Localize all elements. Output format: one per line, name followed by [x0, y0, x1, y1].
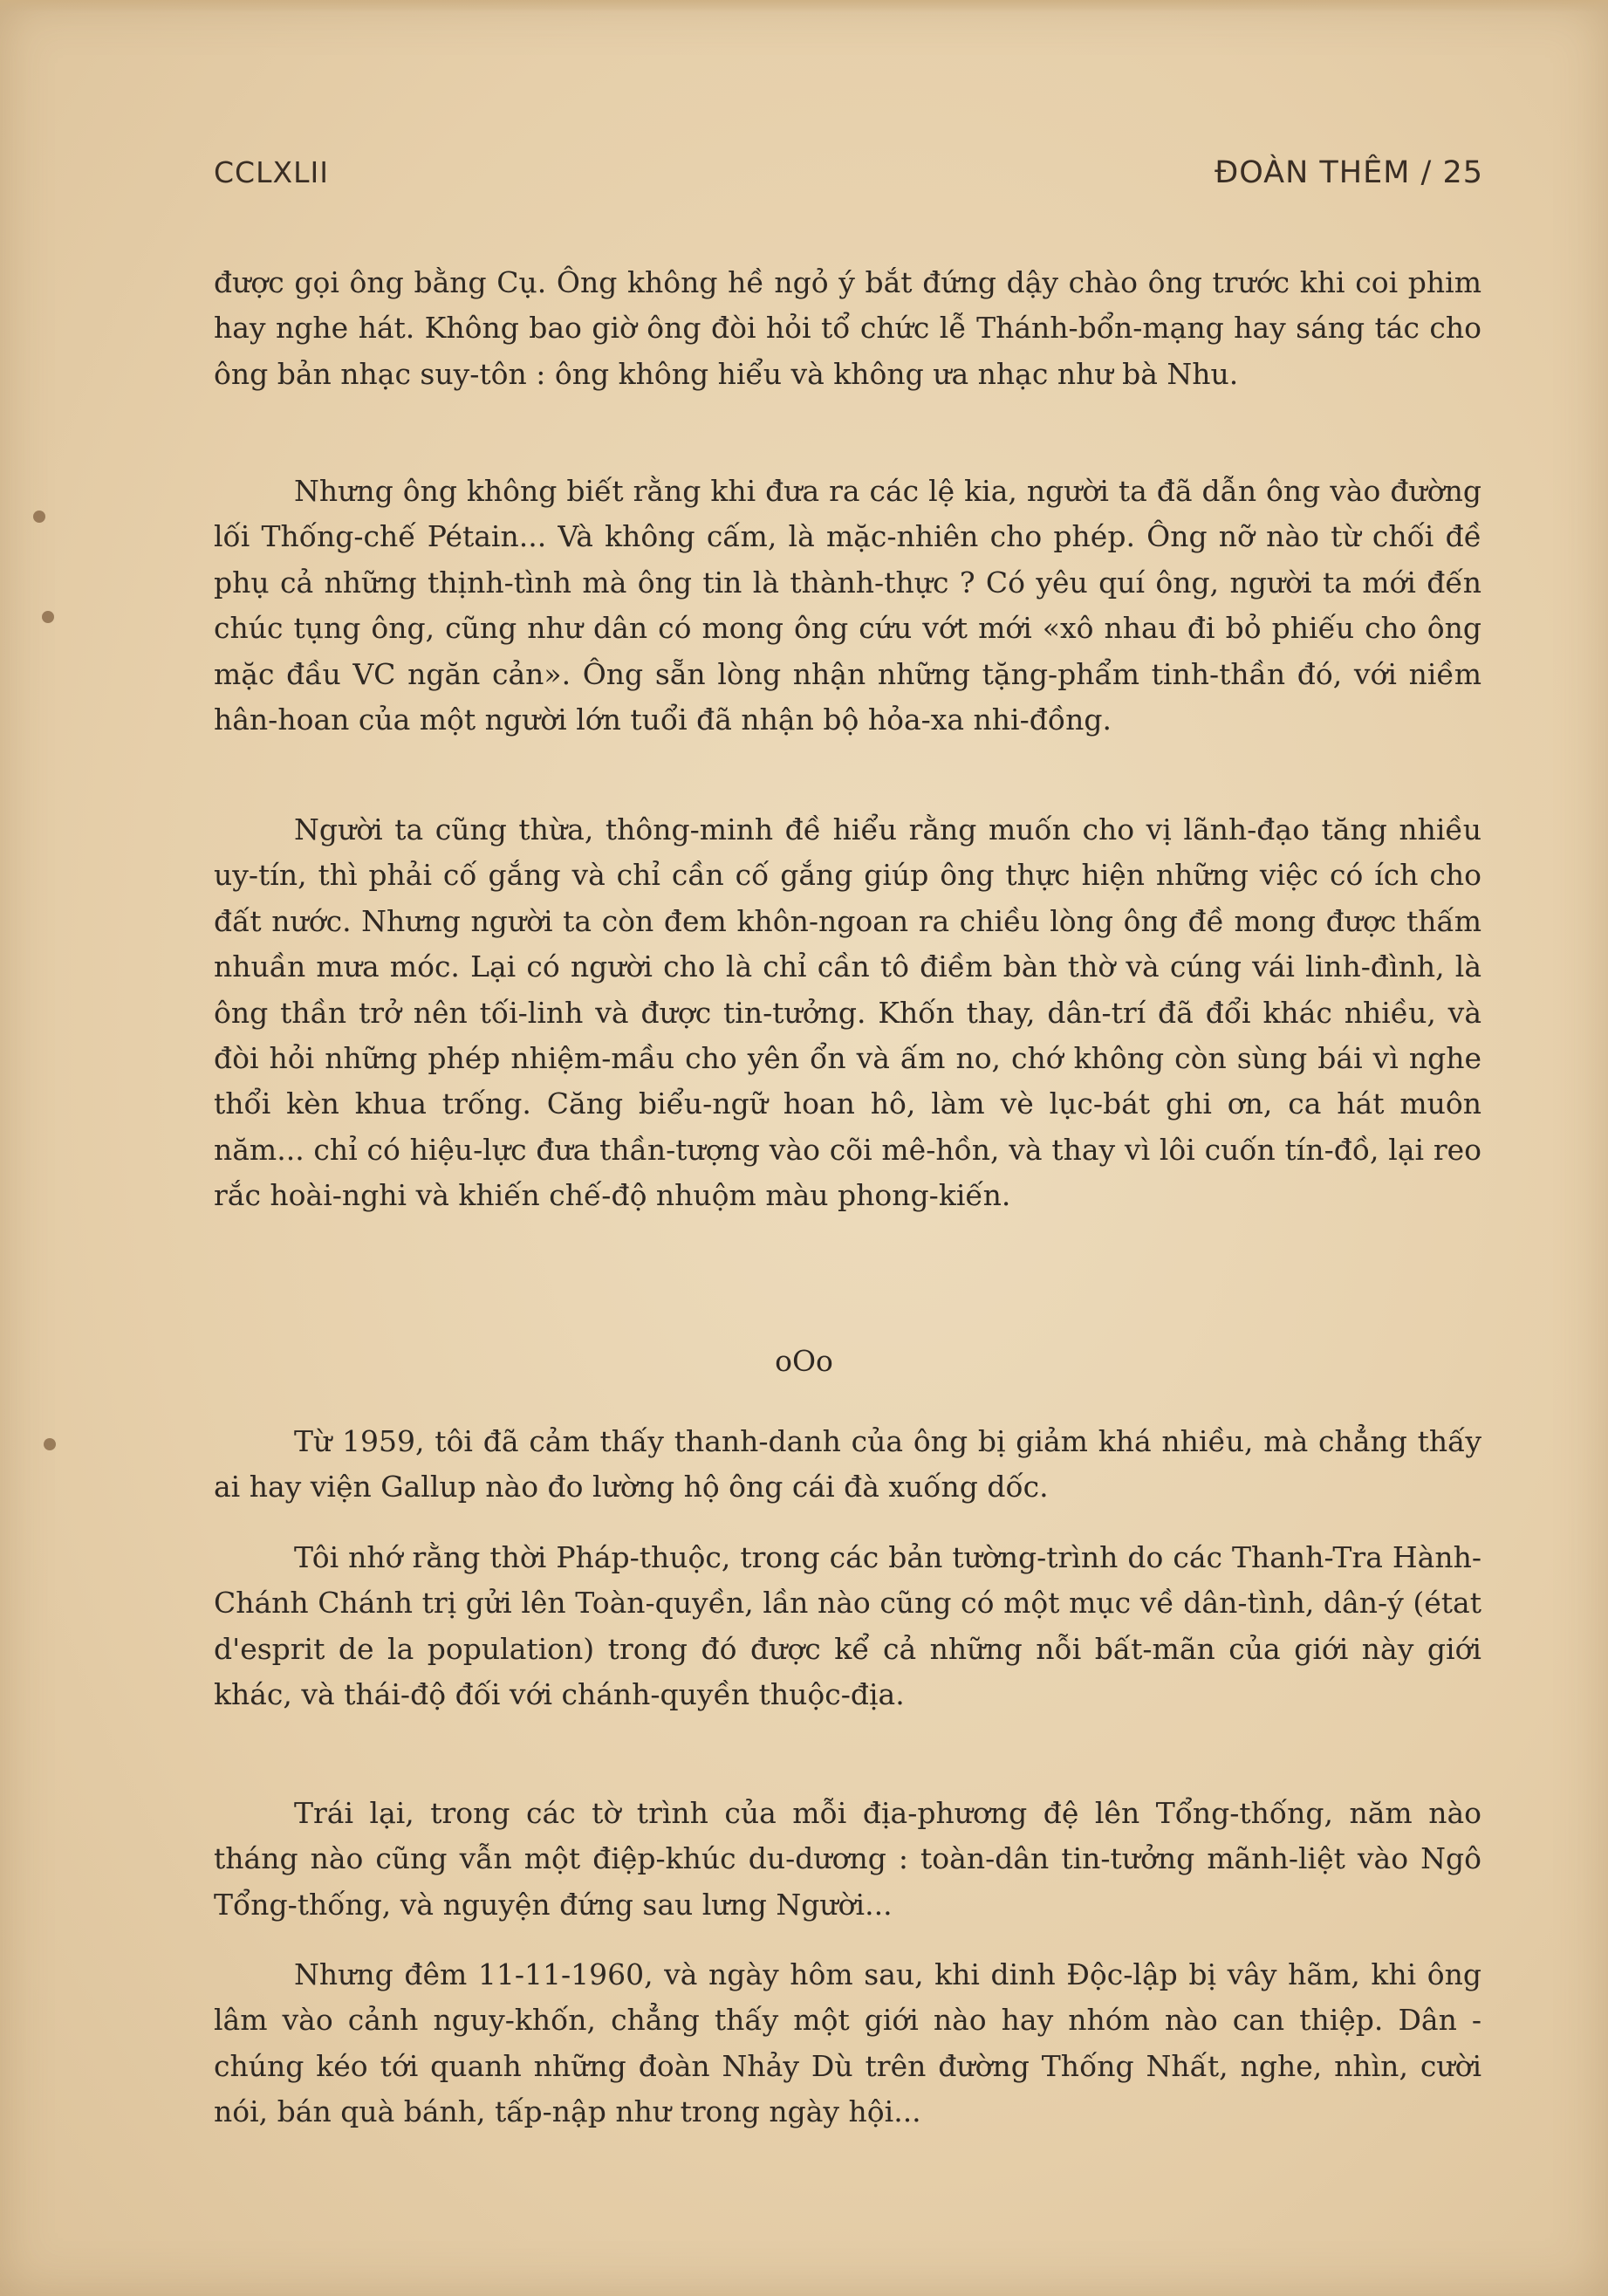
chapter-number: CCLXLII [214, 155, 329, 189]
binding-mark [42, 611, 54, 623]
page-header [214, 155, 1483, 208]
section-separator: oOo [775, 1344, 833, 1378]
paragraph-4: Từ 1959, tôi đã cảm thấy thanh-danh của ông bị giảm khá nhiều, mà chẳng thấy ai hay viện Gallup nào đo lường hộ ông cái đà xuống dốc. [214, 1424, 1481, 1504]
paragraph-1: được gọi ông bằng Cụ. Ông không hề ngỏ ý bắt đứng dậy chào ông trước khi coi phim hay nghe hát. Không bao giờ ông đòi hỏi tổ chức lễ Thánh-bổn-mạng hay sáng tác cho ông bản nhạc suy-tôn : ông không hiểu và không ưa nhạc như bà Nhu. [214, 265, 1481, 391]
paragraph-5: Tôi nhớ rằng thời Pháp-thuộc, trong các bản tường-trình do các Thanh-Tra Hành-Chánh Chánh trị gửi lên Toàn-quyền, lần nào cũng có một mục về dân-tình, dân-ý (état d'esprit de la population) trong đó được kể cả những nỗi bất-mãn của giới này giới khác, và thái-độ đối với chánh-quyền thuộc-địa. [214, 1540, 1481, 1712]
author-page-number: ĐOÀN THÊM / 25 [1215, 155, 1483, 190]
paragraph-2: Nhưng ông không biết rằng khi đưa ra các lệ kia, người ta đã dẫn ông vào đường lối Thống-chế Pétain... Và không cấm, là mặc-nhiên cho phép. Ông nỡ nào từ chối đề phụ cả những thịnh-tình mà ông tin là thành-thực ? Có yêu quí ông, người ta mới đến chúc tụng ông, cũng như dân có mong ông cứu vớt mới «xô nhau đi bỏ phiếu cho ông mặc đầu VC ngăn cản». Ông sẵn lòng nhận những tặng-phẩm tinh-thần đó, với niềm hân-hoan của một người lớn tuổi đã nhận bộ hỏa-xa nhi-đồng. [214, 474, 1481, 737]
page-edge-shadow [0, 0, 1608, 12]
paragraph-3: Người ta cũng thừa, thông-minh đề hiểu rằng muốn cho vị lãnh-đạo tăng nhiều uy-tín, thì phải cố gắng và chỉ cần cố gắng giúp ông thực hiện những việc có ích cho đất nước. Nhưng người ta còn đem khôn-ngoan ra chiều lòng ông đề mong được thấm nhuần mưa móc. Lại có người cho là chỉ cần tô điềm bàn thờ và cúng vái linh-đình, là ông thần trở nên tối-linh và được tin-tưởng. Khốn thay, dân-trí đã đổi khác nhiều, và đòi hỏi những phép nhiệm-mầu cho yên ổn và ấm no, chớ không còn sùng bái vì nghe thổi kèn khua trống. Căng biểu-ngữ hoan hô, làm vè lục-bát ghi ơn, ca hát muôn năm... chỉ có hiệu-lực đưa thần-tượng vào cõi mê-hồn, và thay vì lôi cuốn tín-đồ, lại reo rắc hoài-nghi và khiến chế-độ nhuộm màu phong-kiến. [214, 812, 1481, 1213]
binding-mark [44, 1438, 56, 1450]
paragraph-6: Trái lại, trong các tờ trình của mỗi địa-phương đệ lên Tổng-thống, năm nào tháng nào cũng vẫn một điệp-khúc du-dương : toàn-dân tin-tưởng mãnh-liệt vào Ngô Tổng-thống, và nguyện đứng sau lưng Người... [214, 1796, 1481, 1922]
binding-mark [33, 511, 45, 523]
paragraph-7: Nhưng đêm 11-11-1960, và ngày hôm sau, khi dinh Độc-lập bị vây hãm, khi ông lâm vào cảnh nguy-khốn, chẳng thấy một giới nào hay nhóm nào can thiệp. Dân - chúng kéo tới quanh những đoàn Nhảy Dù trên đường Thống Nhất, nghe, nhìn, cười nói, bán quà bánh, tấp-nập như trong ngày hội... [214, 1957, 1481, 2129]
